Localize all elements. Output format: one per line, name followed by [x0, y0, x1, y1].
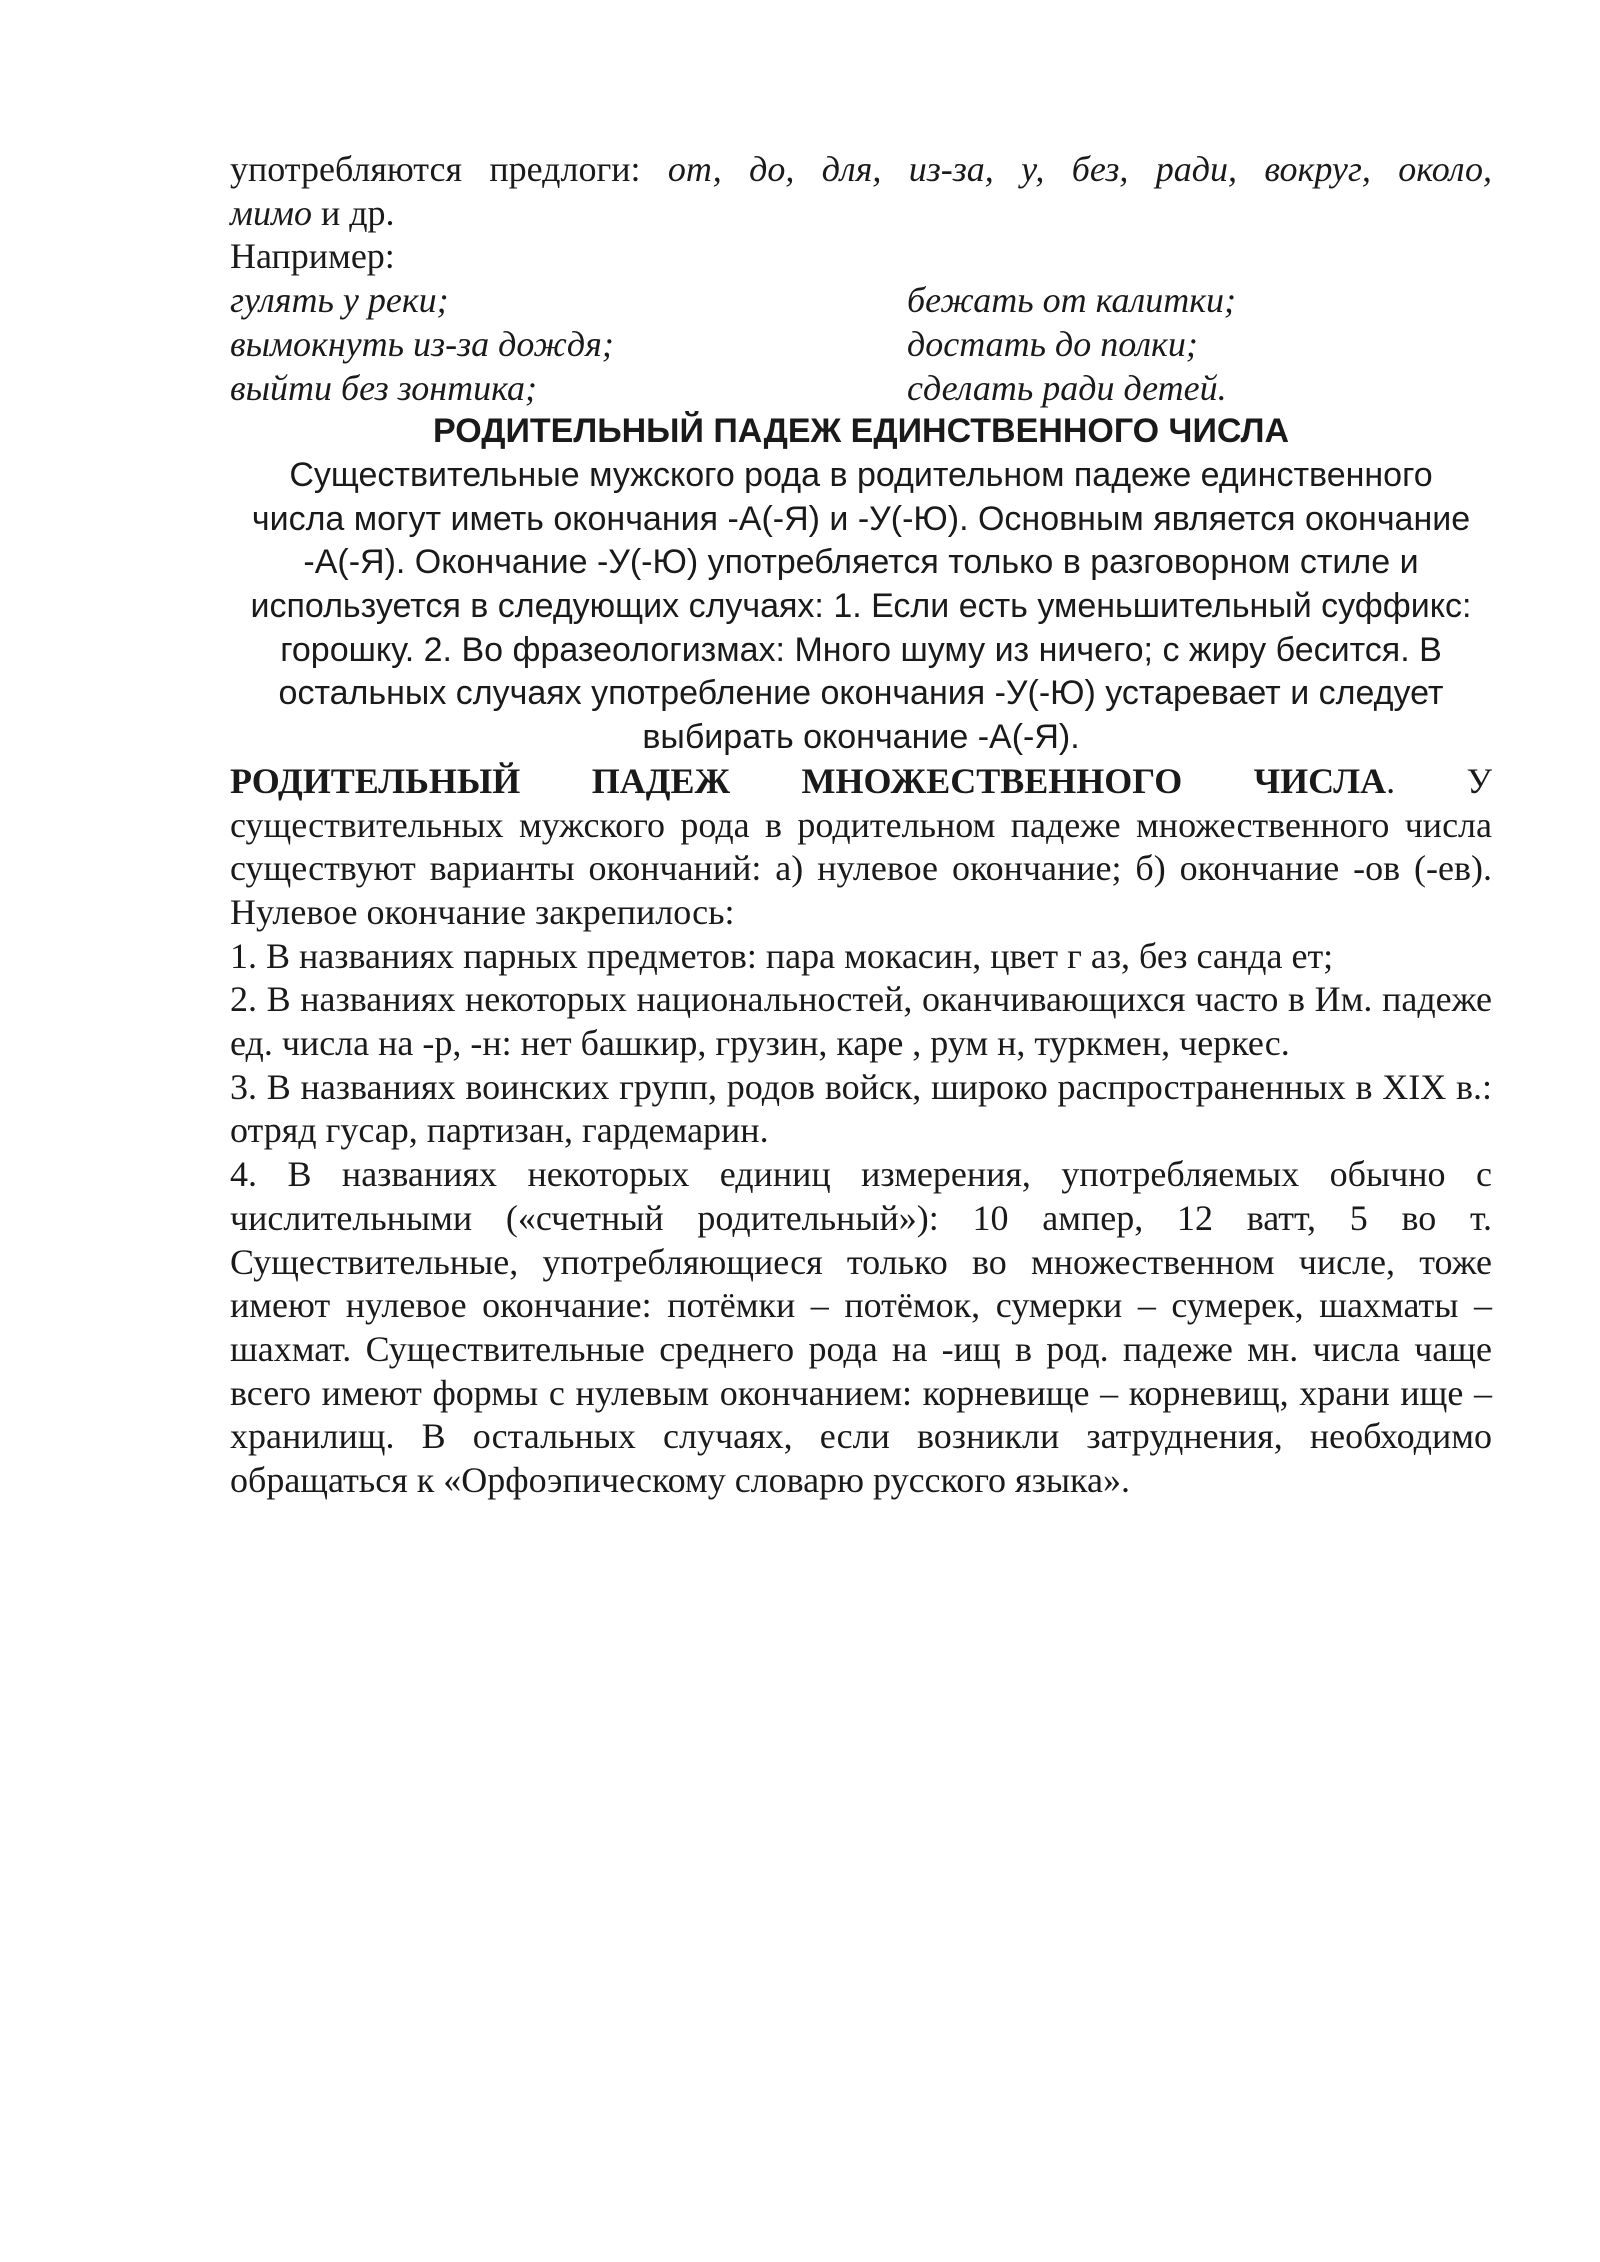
document-page	[230, 148, 1492, 1503]
example-item: достать до полки;	[907, 323, 1198, 364]
intro-line-1	[230, 148, 1492, 192]
section-plural-heading-line	[230, 760, 1492, 804]
singular-line: горошку. 2. Во фразеологизмах: Много шуму из ничего; с жиру бесится. В	[280, 630, 1442, 669]
intro-line-2-rest: и др.	[311, 192, 395, 233]
singular-line: остальных случаях употребление окончания -У(-Ю) устаревает и следует	[278, 674, 1444, 713]
example-label: Например:	[230, 236, 395, 277]
intro-text: употребляются предлоги:	[230, 149, 668, 189]
example-item: гулять у реки;	[230, 280, 449, 321]
plural-item-2: 2. В названиях некоторых национальностей, оканчивающихся часто в Им. падеже ед. числа на -р, -н: нет башкир, грузин, каре , рум н, туркмен, черкес.	[230, 979, 1492, 1064]
plural-item-3: 3. В названиях воинских групп, родов войск, широко распространенных в XIX в.: отряд гусар, партизан, гардемарин.	[230, 1066, 1492, 1151]
preposition-mimo: мимо	[230, 192, 312, 233]
plural-item-1: 1. В названиях парных предметов: пара мокасин, цвет г аз, без санда ет;	[230, 935, 1334, 976]
example-item: выйти без зонтика;	[230, 367, 538, 408]
example-item: вымокнуть из-за дождя;	[230, 323, 614, 364]
examples-table	[230, 279, 1492, 410]
section-plural-title: РОДИТЕЛЬНЫЙ ПАДЕЖ МНОЖЕСТВЕННОГО ЧИСЛА	[230, 760, 1387, 801]
example-item: бежать от калитки;	[907, 280, 1237, 321]
plural-item-4: 4. В названиях некоторых единиц измерения, употребляемых обычно с числительными («счетный родительный»): 10 ампер, 12 ватт, 5 во т. Существительные, употребляющиеся только во множественном числе, тоже имеют нулевое окончание: потёмки – потёмок, сумерки – сумерек, шахматы – шахмат. Существительные среднего рода на -ищ в род. падеже мн. числа чаще всего имеют формы с нулевым окончанием: корневище – корневищ, храни ище – хранилищ. В остальных случаях, если возникли затруднения, необходимо обращаться к «Орфоэпическому словарю русского языка».	[230, 1154, 1492, 1501]
singular-line: используется в следующих случаях: 1. Если есть уменьшительный суффикс:	[250, 587, 1472, 626]
section-singular-title: РОДИТЕЛЬНЫЙ ПАДЕЖ ЕДИНСТВЕННОГО ЧИСЛА	[433, 412, 1289, 451]
section-singular-body	[230, 454, 1492, 760]
intro-line-2	[230, 192, 1492, 236]
section-plural-intro: существительных мужского рода в родительном падеже множественного числа существуют варианты окончаний: а) нулевое окончание; б) окончание -ов (-ев). Нулевое окончание закрепилось:	[230, 804, 1492, 932]
singular-line: Существительные мужского рода в родительном падеже единственного	[289, 455, 1433, 494]
singular-line: числа могут иметь окончания -А(-Я) и -У(-Ю). Основным является окончание	[251, 499, 1471, 538]
example-item: сделать ради детей.	[907, 367, 1227, 408]
examples-left-column	[230, 279, 907, 410]
prepositions-list: от, до, для, из-за, у, без, ради, вокруг, около,	[667, 149, 1492, 189]
singular-line: -А(-Я). Окончание -У(-Ю) употребляется только в разговорном стиле и	[303, 543, 1419, 582]
section-plural-title-tail: . У	[1386, 760, 1492, 801]
examples-right-column	[907, 279, 1492, 410]
singular-line: выбирать окончание -А(-Я).	[642, 718, 1080, 757]
